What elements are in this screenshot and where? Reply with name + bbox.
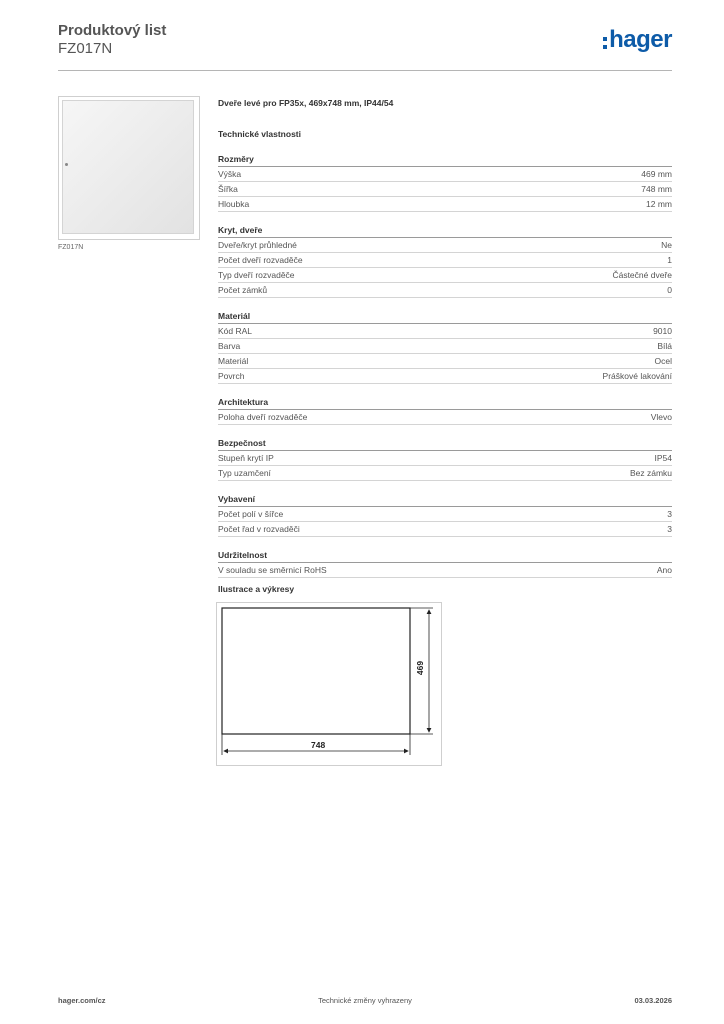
- footer-note: Technické změny vyhrazeny: [318, 996, 412, 1005]
- page-header: [58, 20, 672, 71]
- spec-label: Šířka: [218, 184, 238, 194]
- spec-value: Ne: [661, 240, 672, 250]
- spec-row: [218, 182, 672, 197]
- spec-row: [218, 268, 672, 283]
- spec-row: [218, 339, 672, 354]
- spec-value: 3: [667, 509, 672, 519]
- spec-value: Bílá: [657, 341, 672, 351]
- logo-text: hager: [609, 26, 672, 53]
- spec-value: Práškové lakování: [602, 371, 672, 381]
- spec-row: [218, 253, 672, 268]
- spec-row: [218, 238, 672, 253]
- height-dimension-label: 469: [415, 660, 426, 676]
- logo-colon-icon: [603, 37, 607, 49]
- spec-value: Vlevo: [650, 412, 672, 422]
- section-title: Kryt, dveře: [218, 223, 672, 238]
- spec-row: [218, 522, 672, 537]
- spec-value: Ocel: [654, 356, 672, 366]
- footer-date: 03.03.2026: [634, 996, 672, 1005]
- section-title: Architektura: [218, 395, 672, 410]
- spec-row: [218, 167, 672, 182]
- section-title: Vybavení: [218, 492, 672, 507]
- spec-row: [218, 563, 672, 578]
- product-image: [58, 96, 200, 240]
- spec-row: [218, 324, 672, 339]
- section-title: Rozměry: [218, 152, 672, 167]
- page-title: Produktový list: [58, 22, 167, 39]
- spec-label: Výška: [218, 169, 242, 179]
- spec-section: [218, 395, 672, 425]
- spec-label: Barva: [218, 341, 241, 351]
- door-panel-illustration: [62, 100, 194, 234]
- spec-label: Typ dveří rozvaděče: [218, 270, 295, 280]
- technical-heading: Technické vlastnosti: [218, 129, 301, 139]
- spec-label: Povrch: [218, 371, 245, 381]
- section-title: Materiál: [218, 309, 672, 324]
- spec-value: 748 mm: [641, 184, 672, 194]
- spec-value: Částečné dveře: [612, 270, 672, 280]
- spec-section: [218, 152, 672, 212]
- spec-section: [218, 223, 672, 298]
- spec-label: Typ uzamčení: [218, 468, 271, 478]
- hinge-dot-icon: [65, 163, 68, 166]
- spec-label: Počet zámků: [218, 285, 268, 295]
- spec-row: [218, 369, 672, 384]
- section-title: Udržitelnost: [218, 548, 672, 563]
- spec-section: [218, 548, 672, 578]
- spec-value: 12 mm: [646, 199, 672, 209]
- spec-label: V souladu se směrnicí RoHS: [218, 565, 327, 575]
- spec-label: Poloha dveří rozvaděče: [218, 412, 308, 422]
- spec-row: [218, 354, 672, 369]
- drawing-svg: [217, 603, 441, 765]
- technical-drawing: [216, 602, 442, 766]
- door-outline: [222, 608, 410, 734]
- product-description: Dveře levé pro FP35x, 469x748 mm, IP44/54: [218, 98, 394, 108]
- section-title: Bezpečnost: [218, 436, 672, 451]
- spec-row: [218, 451, 672, 466]
- spec-section: [218, 492, 672, 537]
- drawings-heading: Ilustrace a výkresy: [218, 584, 295, 594]
- hager-logo: [603, 28, 672, 52]
- spec-label: Kód RAL: [218, 326, 253, 336]
- spec-label: Hloubka: [218, 199, 250, 209]
- width-dimension-label: 748: [311, 740, 326, 750]
- spec-row: [218, 283, 672, 298]
- spec-row: [218, 197, 672, 212]
- spec-row: [218, 466, 672, 481]
- spec-value: 1: [667, 255, 672, 265]
- spec-section: [218, 436, 672, 481]
- product-code: FZ017N: [58, 40, 113, 57]
- spec-label: Dveře/kryt průhledné: [218, 240, 297, 250]
- spec-section: [218, 309, 672, 384]
- spec-value: IP54: [654, 453, 672, 463]
- product-details: [218, 96, 672, 578]
- spec-value: 0: [667, 285, 672, 295]
- spec-row: [218, 507, 672, 522]
- spec-label: Materiál: [218, 356, 249, 366]
- spec-value: 3: [667, 524, 672, 534]
- technical-sections: [218, 152, 672, 578]
- product-image-caption: FZ017N: [58, 244, 84, 251]
- spec-row: [218, 410, 672, 425]
- spec-value: Bez zámku: [629, 468, 672, 478]
- footer-website: hager.com/cz: [58, 996, 106, 1005]
- spec-label: Stupeň krytí IP: [218, 453, 274, 463]
- spec-label: Počet polí v šířce: [218, 509, 284, 519]
- spec-label: Počet řad v rozvaděči: [218, 524, 300, 534]
- spec-label: Počet dveří rozvaděče: [218, 255, 303, 265]
- spec-value: Ano: [656, 565, 672, 575]
- spec-value: 9010: [653, 326, 672, 336]
- spec-value: 469 mm: [641, 169, 672, 179]
